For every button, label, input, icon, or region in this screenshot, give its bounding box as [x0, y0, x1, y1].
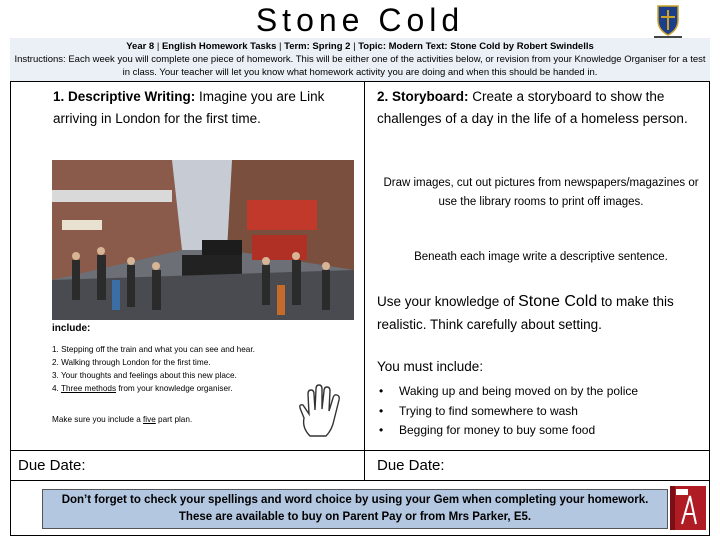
school-crest-icon	[650, 2, 686, 40]
london-street-photo	[52, 160, 354, 320]
list-item: 1. Stepping off the train and what you can see and hear.	[52, 345, 255, 354]
footer-row-divider	[10, 480, 710, 481]
footer-line-2: These are available to buy on Parent Pay or from Mrs Parker, E5.	[178, 511, 532, 523]
column-divider	[364, 82, 365, 480]
task1-include-list	[52, 343, 312, 395]
must-include-label: You must include:	[377, 359, 484, 374]
task2-due-date: Due Date:	[377, 457, 445, 474]
header-instructions: Instructions: Each week you will complete one piece of homework. This will be either one of the activities below, or revision from your Knowledge Organiser for a test in class. Your teacher will let you know what homework activity you are doing and when this should be handed in.	[14, 54, 706, 78]
five-part-plan-note: Make sure you include a five part plan.	[52, 415, 193, 424]
header-panel	[10, 38, 710, 82]
page-title: Stone Cold	[255, 2, 465, 38]
include-label: include:	[52, 323, 91, 334]
task2-bullet-list	[377, 382, 707, 441]
task1-due-date: Due Date:	[18, 457, 86, 474]
list-item: • Trying to find somewhere to wash	[377, 402, 707, 422]
task1-heading: 1. Descriptive Writing: Imagine you are Link arriving in London for the first time.	[53, 89, 325, 126]
list-item: • Begging for money to buy some food	[377, 421, 707, 441]
footer-reminder	[42, 489, 668, 529]
hand-outline-icon	[296, 384, 346, 439]
header-topline: Year 8 | English Homework Tasks | Term: Spring 2 | Topic: Modern Text: Stone Cold by Robert Swindells	[126, 41, 594, 52]
due-row-divider	[10, 450, 710, 451]
task2-draw-instructions: Draw images, cut out pictures from newspapers/magazines or use the library rooms to print off images.	[383, 177, 699, 208]
task2-heading: 2. Storyboard: Create a storyboard to show the challenges of a day in the life of a homeless person.	[377, 89, 688, 126]
task2-knowledge-text: Use your knowledge of Stone Cold to make this realistic. Think carefully about setting.	[377, 293, 674, 332]
list-item: • Waking up and being moved on by the police	[377, 382, 707, 402]
dictionary-book-icon	[668, 484, 708, 532]
task2-beneath-instructions: Beneath each image write a descriptive sentence.	[414, 251, 668, 263]
list-item: 2. Walking through London for the first time.	[52, 358, 211, 367]
list-item: 4. Three methods from your knowledge organiser.	[52, 384, 233, 393]
list-item: 3. Your thoughts and feelings about this new place.	[52, 371, 237, 380]
footer-line-1: Don’t forget to check your spellings and word choice by using your Gem when completing your homework.	[61, 494, 649, 506]
